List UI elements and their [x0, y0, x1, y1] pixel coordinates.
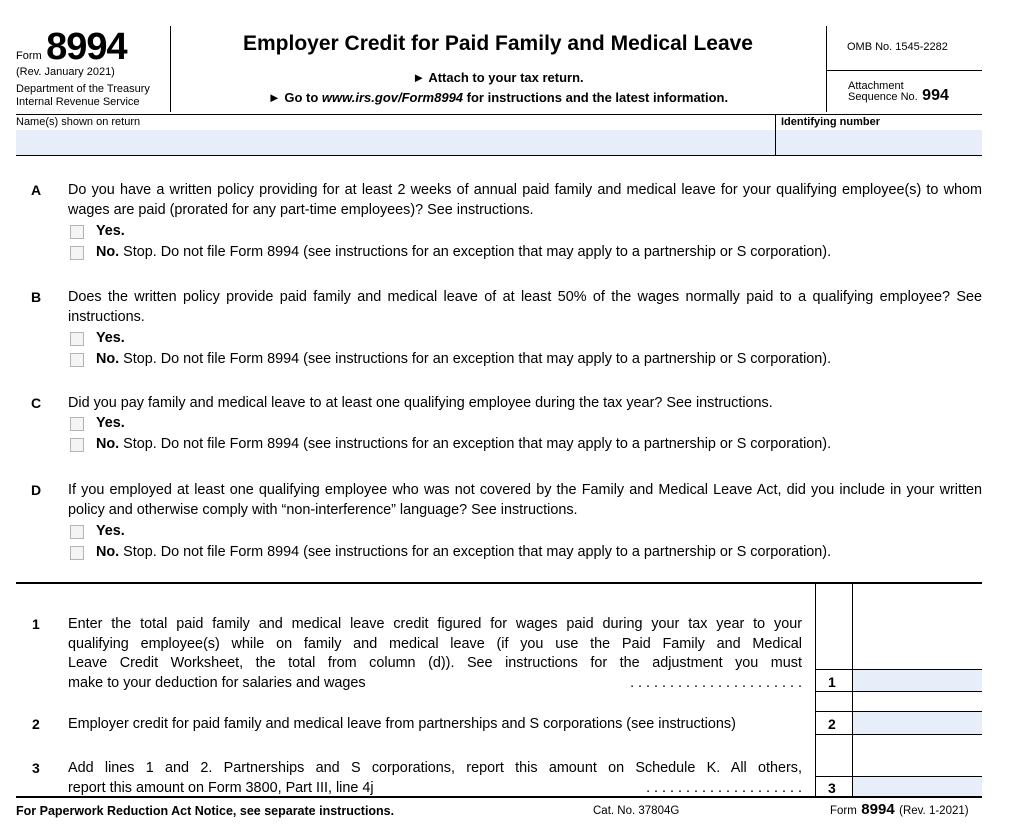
yes-checkbox[interactable]	[70, 225, 84, 239]
line-2-text: Employer credit for paid family and medical leave from partnerships and S corporations (see instructions)	[68, 716, 736, 732]
yes-label: Yes.	[96, 523, 125, 539]
line-1-amount-field[interactable]	[853, 670, 982, 691]
line-2-box-bottom	[815, 734, 982, 735]
line-3-number: 3	[32, 760, 40, 776]
catalog-number: Cat. No. 37804G	[593, 805, 680, 817]
line-1-text-row: Leave Credit Worksheet, the total from column (d)). See instructions for the adjustment you must	[68, 655, 802, 671]
attachment-label: Attachment	[848, 80, 904, 92]
question-text: Does the written policy provide paid family and medical leave of at least 50% of the wages normally paid to a qualifying employee? See instructions.	[68, 289, 982, 325]
sequence-number: 994	[922, 87, 949, 104]
line-1-text	[68, 615, 802, 693]
footer-form-id	[830, 801, 969, 819]
revision-date: (Rev. January 2021)	[16, 66, 115, 78]
header-divider-right	[826, 26, 827, 112]
name-field[interactable]	[16, 130, 775, 155]
line-1-number: 1	[32, 616, 40, 632]
no-label: No.	[96, 436, 120, 452]
line-3-text	[68, 759, 802, 798]
line-2-amount-field[interactable]	[853, 712, 982, 734]
no-checkbox[interactable]	[70, 438, 84, 452]
question-text: Did you pay family and medical leave to at least one qualifying employee during the tax year? See instructions.	[68, 395, 773, 411]
line-1-text-row: make to your deduction for salaries and wages	[68, 674, 366, 691]
yes-checkbox[interactable]	[70, 525, 84, 539]
question-text: Do you have a written policy providing for at least 2 weeks of annual paid family and medical leave for your qualifying employee(s) to whom wages are paid (prorated for any part-time employees)? See instructions.	[68, 182, 982, 218]
no-text: Stop. Do not file Form 8994 (see instructions for an exception that may apply to a partnership or S corporation).	[119, 436, 832, 452]
question-a-yes[interactable]	[70, 222, 125, 241]
line-1-text-row: qualifying employee(s) while on family and medical leave (if you use the Paid Family and Medical	[68, 635, 802, 652]
section-rule	[16, 582, 982, 584]
id-field[interactable]	[776, 130, 982, 155]
fields-bottom-rule	[16, 155, 982, 156]
sequence-block	[848, 87, 949, 105]
form-number-block	[16, 26, 127, 69]
question-b-yes[interactable]	[70, 329, 125, 348]
no-checkbox[interactable]	[70, 546, 84, 560]
goto-prefix: ► Go to	[267, 90, 322, 105]
yes-label: Yes.	[96, 223, 125, 239]
line-2-box-label: 2	[828, 716, 836, 732]
footer-form-number: 8994	[861, 801, 895, 818]
header-bottom-rule	[16, 114, 982, 115]
goto-suffix: for instructions and the latest information.	[463, 90, 729, 105]
omb-divider	[826, 70, 982, 71]
question-letter: A	[31, 182, 42, 198]
leader-dots: . . . . . . . . . . . . . . . . . . . . . .	[630, 674, 802, 691]
question-d-no[interactable]	[70, 543, 831, 562]
footer-form-word: Form	[830, 805, 857, 817]
question-letter: D	[31, 482, 42, 498]
no-text: Stop. Do not file Form 8994 (see instructions for an exception that may apply to a partnership or S corporation).	[119, 244, 832, 260]
line-1-box-label: 1	[828, 674, 836, 690]
form-word: Form	[16, 50, 42, 62]
goto-instruction	[170, 90, 826, 105]
box-number-column-left	[815, 584, 816, 796]
yes-checkbox[interactable]	[70, 332, 84, 346]
sequence-label: Sequence No.	[848, 91, 918, 103]
department-name: Department of the Treasury	[16, 83, 150, 95]
line-3-text-row: Add lines 1 and 2. Partnerships and S corporations, report this amount on Schedule K. All others,	[68, 760, 802, 776]
footer-revision: (Rev. 1-2021)	[899, 805, 969, 817]
question-c-yes[interactable]	[70, 414, 125, 433]
paperwork-notice: For Paperwork Reduction Act Notice, see separate instructions.	[16, 804, 395, 818]
line-2-number: 2	[32, 716, 40, 732]
question-d-yes[interactable]	[70, 522, 125, 541]
line-1-text-row: Enter the total paid family and medical leave credit figured for wages paid during your tax year to your	[68, 616, 802, 632]
no-text: Stop. Do not file Form 8994 (see instructions for an exception that may apply to a partnership or S corporation).	[119, 544, 832, 560]
question-a-no[interactable]	[70, 243, 831, 262]
attach-instruction: ► Attach to your tax return.	[412, 70, 584, 85]
question-c-no[interactable]	[70, 435, 831, 454]
yes-checkbox[interactable]	[70, 417, 84, 431]
no-checkbox[interactable]	[70, 246, 84, 260]
no-label: No.	[96, 351, 120, 367]
id-label: Identifying number	[781, 116, 880, 128]
question-text: If you employed at least one qualifying employee who was not covered by the Family and Medical Leave Act, did you include in your written policy and otherwise comply with “non-interference” language? See instructions.	[68, 482, 982, 518]
footer-rule	[16, 796, 982, 798]
question-letter: C	[31, 395, 42, 411]
irs-url-link[interactable]: www.irs.gov/Form8994	[321, 90, 464, 105]
no-checkbox[interactable]	[70, 353, 84, 367]
question-b-no[interactable]	[70, 350, 831, 369]
yes-label: Yes.	[96, 330, 125, 346]
question-letter: B	[31, 289, 42, 305]
no-label: No.	[96, 244, 120, 260]
line-3-box-label: 3	[828, 780, 836, 796]
line-1-box-bottom	[815, 691, 982, 692]
line-3-text-row: report this amount on Form 3800, Part III, line 4j	[68, 779, 374, 796]
no-text: Stop. Do not file Form 8994 (see instructions for an exception that may apply to a partnership or S corporation).	[119, 351, 832, 367]
form-title: Employer Credit for Paid Family and Medical Leave	[243, 32, 753, 55]
form-number: 8994	[46, 26, 127, 68]
form-header	[0, 0, 1024, 116]
line-3-amount-field[interactable]	[853, 777, 982, 796]
omb-number: OMB No. 1545-2282	[847, 41, 948, 53]
no-label: No.	[96, 544, 120, 560]
service-name: Internal Revenue Service	[16, 96, 140, 108]
yes-label: Yes.	[96, 415, 125, 431]
leader-dots: . . . . . . . . . . . . . . . . . . . .	[646, 779, 802, 796]
name-label: Name(s) shown on return	[16, 116, 141, 128]
